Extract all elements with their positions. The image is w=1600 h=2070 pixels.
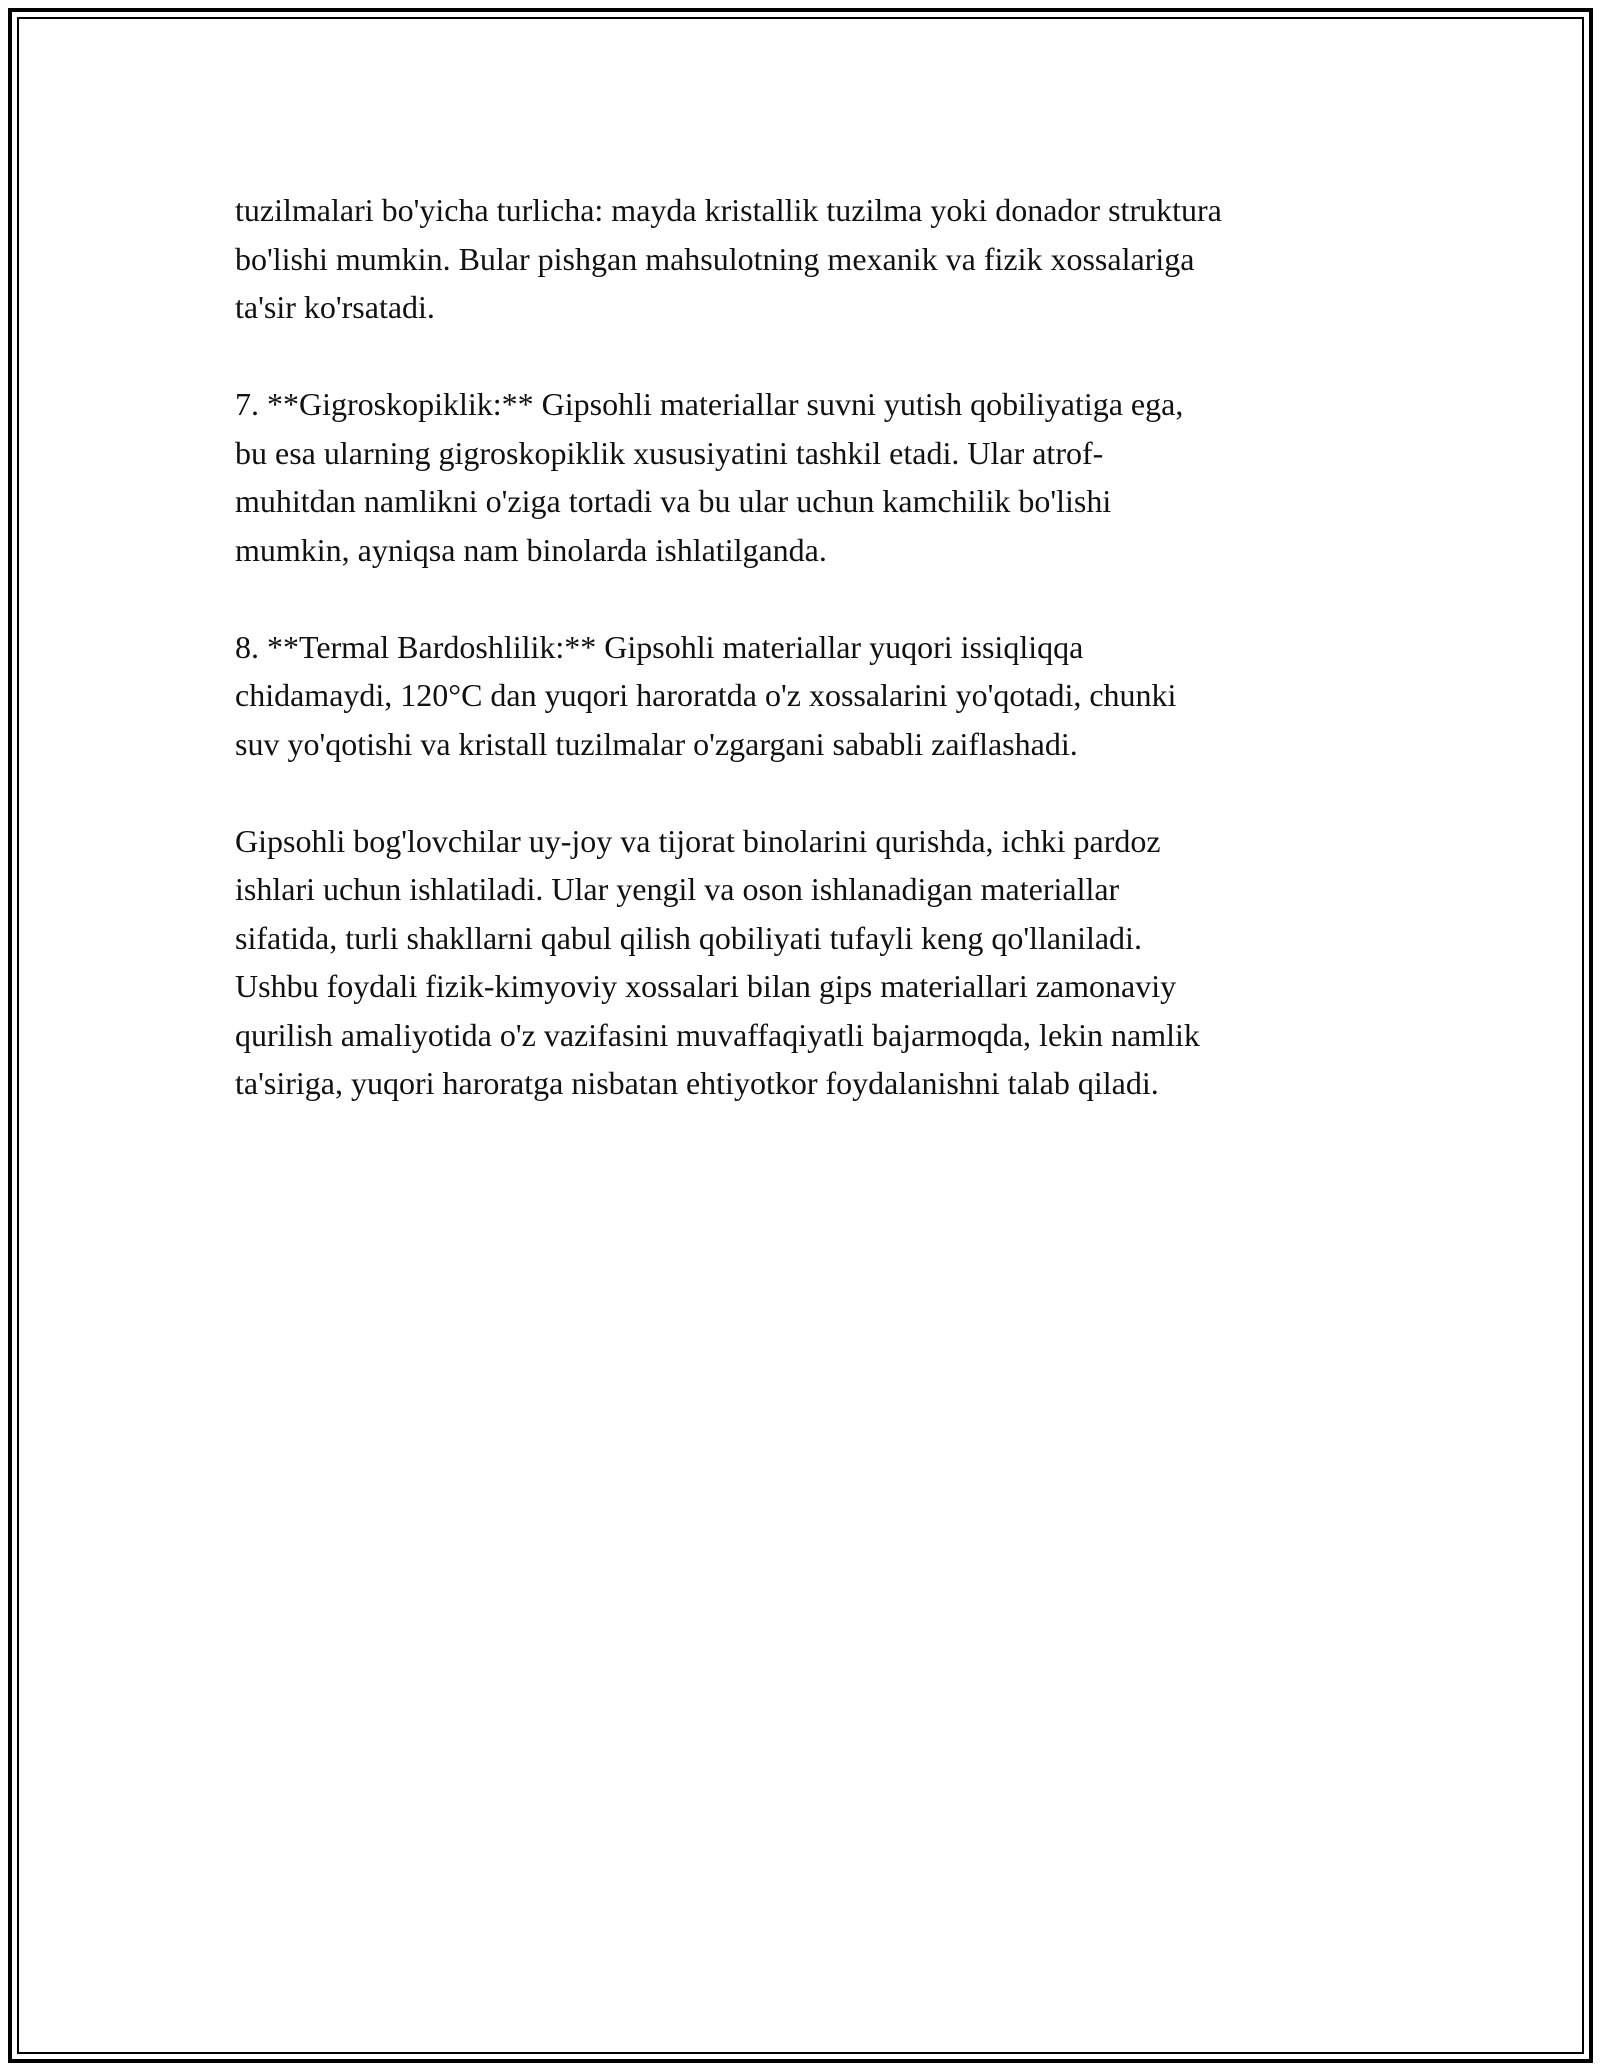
paragraph-thermal-resistance: 8. **Termal Bardoshlilik:** Gipsohli materiallar yuqori issiqliqqa chidamaydi, 120°C dan yuqori haroratda o'z xossalarini yo'qotadi, chunki suv yo'qotishi va kristall tuzilmalar o'zgargani sababli zaiflashadi.: [235, 628, 1177, 762]
document-body: [235, 186, 1385, 1108]
paragraph-crystal-structure: tuzilmalari bo'yicha turlicha: mayda kristallik tuzilma yoki donador struktura bo'lishi mumkin. Bular pishgan mahsulotning mexanik va fizik xossalariga ta'sir ko'rsatadi.: [235, 192, 1222, 325]
paragraph-conclusion: Gipsohli bog'lovchilar uy-joy va tijorat binolarini qurishda, ichki pardoz ishlari uchun ishlatiladi. Ular yengil va oson ishlanadigan materiallar sifatida, turli shakllarni qabul qilish qobiliyati tufayli keng qo'llaniladi. Ushbu foydali fizik-kimyoviy xossalari bilan gips materiallari zamonaviy qurilish amaliyotida o'z vazifasini muvaffaqiyatli bajarmoqda, lekin namlik ta'siriga, yuqori haroratga nisbatan ehtiyotkor foydalanishni talab qiladi.: [235, 822, 1200, 1101]
paragraph-hygroscopicity: 7. **Gigroskopiklik:** Gipsohli materiallar suvni yutish qobiliyatiga ega, bu esa ularning gigroskopiklik xususiyatini tashkil etadi. Ular atrof- muhitdan namlikni o'ziga tortadi va bu ular uchun kamchilik bo'lishi mumkin, ayniqsa nam binolarda ishlatilganda.: [235, 386, 1184, 568]
